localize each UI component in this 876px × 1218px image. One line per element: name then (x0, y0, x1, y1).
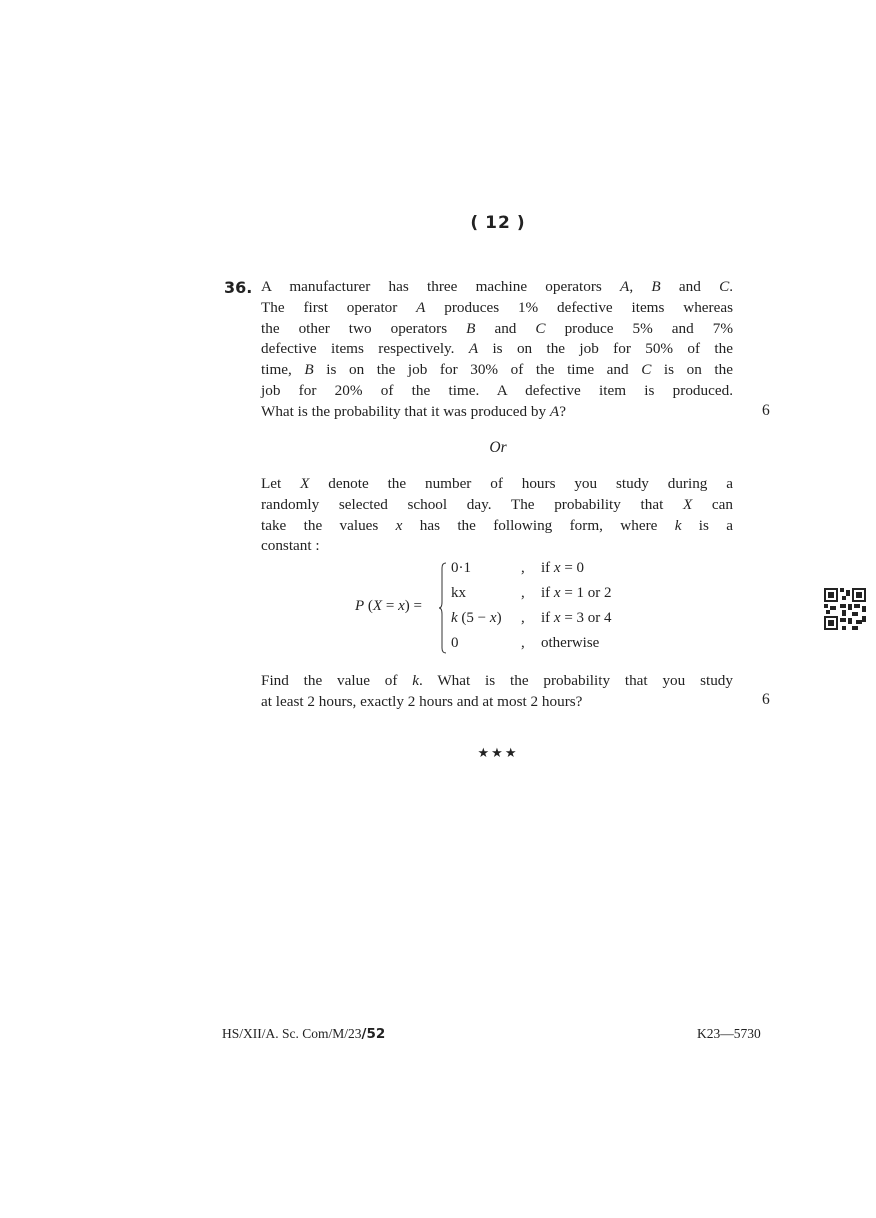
marks-part1: 6 (762, 402, 770, 419)
or-label: Or (489, 439, 507, 456)
text-line: take the values x has the following form, where k is a (261, 516, 733, 534)
formula-case-c1: 0 (451, 635, 459, 651)
footer-code-bold: /52 (361, 1026, 386, 1042)
formula-case-c2: , (521, 560, 525, 576)
formula-case-c2: , (521, 610, 525, 626)
text-line: What is the probability that it was produced by A? (261, 402, 566, 420)
footer-print-code: K23—5730 (697, 1026, 761, 1041)
question-part1 (261, 277, 733, 423)
text-line: randomly selected school day. The probability that X can (261, 495, 733, 513)
question-part3 (261, 671, 733, 713)
text-line: at least 2 hours, exactly 2 hours and at most 2 hours? (261, 692, 583, 710)
text-line: defective items respectively. A is on the job for 50% of the (261, 340, 733, 358)
formula-case-c3: if x = 1 or 2 (541, 585, 612, 601)
formula-case-c2: , (521, 635, 525, 651)
question-number: 36. (224, 278, 253, 297)
formula-case-c1: 0·1 (451, 560, 471, 576)
text-line: Let X denote the number of hours you study during a (261, 475, 733, 492)
text-line: A manufacturer has three machine operators A, B and C. (261, 278, 733, 295)
page-number-value: 12 (485, 213, 511, 233)
end-stars: ★★★ (477, 746, 519, 761)
footer-code-text: HS/XII/A. Sc. Com/M/23 (222, 1026, 362, 1041)
text-line: job for 20% of the time. A defective item is produced. (261, 381, 733, 399)
left-brace-icon (439, 562, 447, 654)
formula-case-c1: kx (451, 585, 466, 601)
text-line: constant : (261, 537, 320, 555)
formula-case-c2: , (521, 585, 525, 601)
footer-paper-code (222, 1026, 385, 1042)
text-line: The first operator A produces 1% defective items whereas (261, 298, 733, 316)
text-line: time, B is on the job for 30% of the time and C is on the (261, 361, 733, 379)
formula-case-c3: otherwise (541, 635, 600, 651)
text-line: the other two operators B and C produce 5% and 7% (261, 319, 733, 337)
qr-code-icon (824, 588, 866, 630)
text-line: Find the value of k. What is the probability that you study (261, 672, 733, 689)
page-number: ( 12 ) (470, 213, 526, 233)
question-part2 (261, 474, 733, 557)
formula-lhs: P (X = x) = (355, 598, 422, 614)
formula-case-c1: k (5 − x) (451, 610, 502, 626)
marks-part3: 6 (762, 691, 770, 708)
formula-case-c3: if x = 3 or 4 (541, 610, 612, 626)
formula-case-c3: if x = 0 (541, 560, 585, 576)
